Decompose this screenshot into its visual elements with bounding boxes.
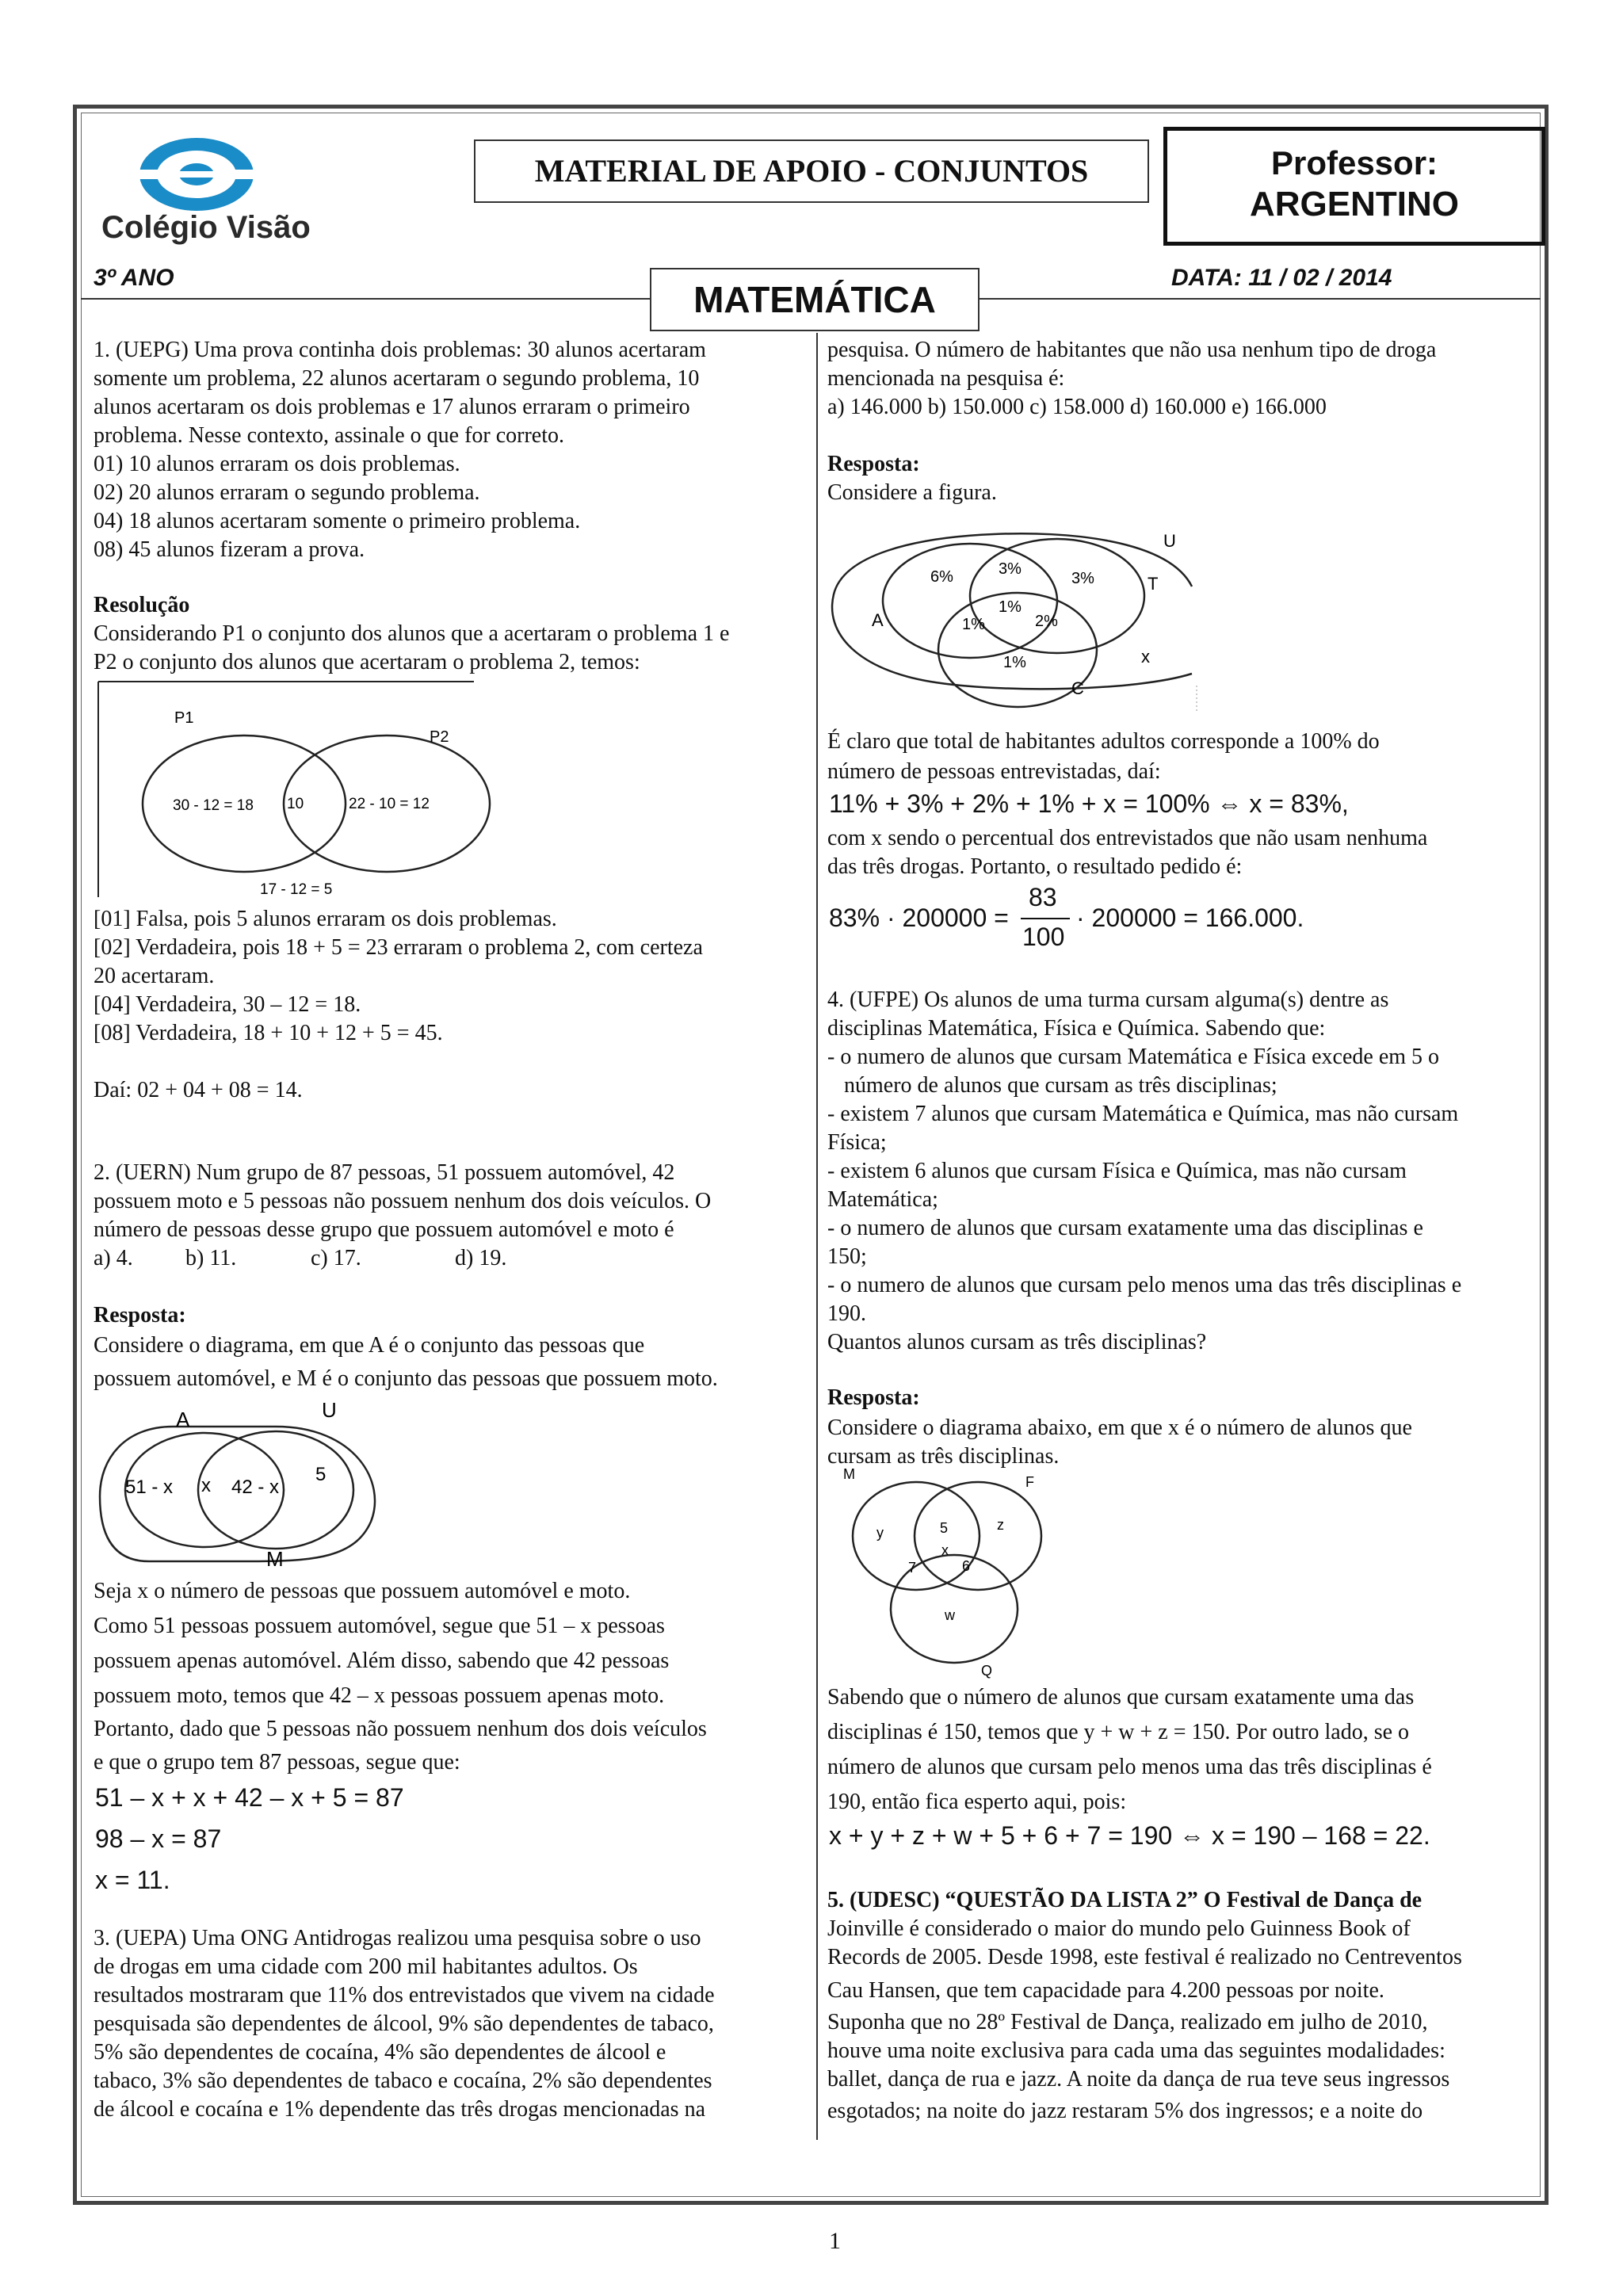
diag2-m-label: M: [266, 1547, 284, 1569]
professor-box: [1163, 127, 1545, 246]
q2-line-1: 2. (UERN) Num grupo de 87 pessoas, 51 possuem automóvel, 42: [94, 1160, 675, 1185]
q2-response-line-1: Considere o diagrama, em que A é o conjunto das pessoas que: [94, 1333, 645, 1358]
professor-label: Professor:: [1270, 144, 1438, 181]
q3-equation-2-left: 83% · 200000 =: [829, 904, 1009, 932]
q1-line-4: problema. Nesse contexto, assinale o que for correto.: [94, 423, 565, 448]
diag2-middle-region: x: [201, 1475, 211, 1496]
school-logo-icon: [133, 135, 260, 214]
diag3-c-only: 1%: [1003, 654, 1026, 671]
diag1-right-region: 22 - 10 = 12: [349, 796, 430, 812]
q4-line-9: - o numero de alunos que cursam exatamente uma das disciplinas e: [827, 1216, 1423, 1240]
diag1-outside-region: 17 - 12 = 5: [260, 881, 333, 898]
q1-answer-04: [04] Verdadeira, 30 – 12 = 18.: [94, 992, 361, 1017]
diag3-t-only: 3%: [1071, 570, 1094, 587]
diag4-z: z: [997, 1517, 1004, 1533]
q5-line-7: ballet, dança de rua e jazz. A noite da dança de rua teve seus ingressos: [827, 2067, 1450, 2092]
diag2-right-region: 42 - x: [231, 1477, 280, 1498]
q1-answer-01: [01] Falsa, pois 5 alunos erraram os dois problemas.: [94, 907, 557, 931]
q3-cont-line-2: mencionada na pesquisa é:: [827, 366, 1065, 391]
q1-resolution-line-1: Considerando P1 o conjunto dos alunos que a acertaram o problema 1 e: [94, 621, 730, 646]
q3-line-1: 3. (UEPA) Uma ONG Antidrogas realizou uma pesquisa sobre o uso: [94, 1926, 701, 1950]
q4-response-title: Resposta:: [827, 1385, 920, 1410]
q2-option-d: d) 19.: [455, 1246, 507, 1270]
q4-line-4: número de alunos que cursam as três disciplinas;: [827, 1073, 1277, 1098]
diag4-x: x: [941, 1542, 949, 1558]
q4-text-3: número de alunos que cursam pelo menos uma das três disciplinas é: [827, 1755, 1432, 1779]
q2-option-b: b) 11.: [185, 1246, 237, 1270]
q4-line-11: - o numero de alunos que cursam pelo menos uma das três disciplinas e: [827, 1273, 1462, 1297]
column-divider: [816, 333, 818, 2140]
q5-line-1: 5. (UDESC) “QUESTÃO DA LISTA 2” O Festival de Dança de: [827, 1888, 1423, 1912]
q5-line-5: Suponha que no 28º Festival de Dança, realizado em julho de 2010,: [827, 2010, 1428, 2034]
q2-text-3: possuem apenas automóvel. Além disso, sabendo que 42 pessoas: [94, 1648, 670, 1673]
q4-equation: x + y + z + w + 5 + 6 + 7 = 190 ⇔ x = 190 – 168 = 22.: [829, 1821, 1430, 1850]
q2-text-4: possuem moto, temos que 42 – x pessoas possuem apenas moto.: [94, 1683, 665, 1708]
q5-line-6: houve uma noite exclusiva para cada uma das seguintes modalidades:: [827, 2038, 1445, 2063]
q4-response-line-1: Considere o diagrama abaixo, em que x é o número de alunos que: [827, 1415, 1412, 1440]
q1-sum: Daí: 02 + 04 + 08 = 14.: [94, 1078, 303, 1102]
q2-option-a: a) 4.: [94, 1246, 133, 1270]
diag3-a-only: 6%: [930, 568, 953, 586]
q4-text-1: Sabendo que o número de alunos que cursam exatamente uma das: [827, 1685, 1415, 1710]
diag3-tc: 2%: [1035, 613, 1058, 630]
diag4-f-label: F: [1025, 1474, 1034, 1490]
q3-line-7: de álcool e cocaína e 1% dependente das três drogas mencionadas na: [94, 2097, 705, 2122]
q3-options: a) 146.000 b) 150.000 c) 158.000 d) 160.000 e) 166.000: [827, 395, 1327, 419]
q4-line-10: 150;: [827, 1244, 867, 1269]
q3-text-4: das três drogas. Portanto, o resultado pedido é:: [827, 854, 1243, 879]
q2-line-3: número de pessoas desse grupo que possuem automóvel e moto é: [94, 1217, 674, 1242]
document-title: MATERIAL DE APOIO - CONJUNTOS: [474, 139, 1149, 203]
q1-option-08: 08) 45 alunos fizeram a prova.: [94, 537, 365, 562]
q3-line-3: resultados mostraram que 11% dos entrevistados que vivem na cidade: [94, 1983, 715, 2008]
q3-line-2: de drogas em uma cidade com 200 mil habitantes adultos. Os: [94, 1954, 638, 1979]
q4-line-12: 190.: [827, 1301, 866, 1326]
q3-equation-2-right: · 200000 = 166.000.: [1076, 904, 1304, 932]
q4-text-4: 190, então fica esperto aqui, pois:: [827, 1790, 1127, 1814]
q2-text-1: Seja x o número de pessoas que possuem automóvel e moto.: [94, 1579, 631, 1603]
q5-line-3: Records de 2005. Desde 1998, este festival é realizado no Centreventos: [827, 1945, 1462, 1969]
diag3-at: 3%: [999, 560, 1022, 578]
q4-line-2: disciplinas Matemática, Física e Química. Sabendo que:: [827, 1016, 1326, 1041]
diag2-left-region: 51 - x: [125, 1477, 174, 1498]
venn-diagram-vehicles: [94, 1403, 411, 1569]
diag4-w: w: [945, 1607, 955, 1623]
q3-line-4: pesquisada são dependentes de álcool, 9% são dependentes de tabaco,: [94, 2011, 714, 2036]
diag3-t-label: T: [1148, 574, 1159, 594]
diag4-m-label: M: [843, 1466, 855, 1482]
q2-text-2: Como 51 pessoas possuem automóvel, segue que 51 – x pessoas: [94, 1614, 665, 1638]
diag2-u-label: U: [322, 1403, 337, 1422]
q3-line-5: 5% são dependentes de cocaína, 4% são dependentes de álcool e: [94, 2040, 666, 2065]
q3-cont-line-1: pesquisa. O número de habitantes que não usa nenhum tipo de droga: [827, 338, 1437, 362]
diag4-seven: 7: [908, 1560, 917, 1576]
q2-text-5: Portanto, dado que 5 pessoas não possuem nenhum dos dois veículos: [94, 1717, 707, 1741]
q4-line-8: Matemática;: [827, 1187, 938, 1212]
q3-line-6: tabaco, 3% são dependentes de tabaco e cocaína, 2% são dependentes: [94, 2069, 712, 2093]
q4-response-line-2: cursam as três disciplinas.: [827, 1444, 1060, 1469]
q2-equation-2: 98 – x = 87: [95, 1824, 222, 1853]
page-number: 1: [829, 2228, 841, 2254]
diag3-ac: 1%: [962, 616, 985, 633]
q4-line-1: 4. (UFPE) Os alunos de uma turma cursam alguma(s) dentre as: [827, 988, 1389, 1012]
q3-text-1: É claro que total de habitantes adultos corresponde a 100% do: [827, 729, 1380, 754]
q2-line-2: possuem moto e 5 pessoas não possuem nenhum dos dois veículos. O: [94, 1189, 712, 1213]
q1-line-2: somente um problema, 22 alunos acertaram o segundo problema, 10: [94, 366, 700, 391]
q4-text-2: disciplinas é 150, temos que y + w + z = 150. Por outro lado, se o: [827, 1720, 1410, 1744]
diag1-left-region: 30 - 12 = 18: [173, 797, 254, 814]
diag1-middle-region: 10: [287, 796, 304, 812]
q1-option-01: 01) 10 alunos erraram os dois problemas.: [94, 452, 460, 476]
q4-line-5: - existem 7 alunos que cursam Matemática e Química, mas não cursam: [827, 1102, 1459, 1126]
q2-response-line-2: possuem automóvel, e M é o conjunto das pessoas que possuem moto.: [94, 1366, 718, 1391]
q2-text-6: e que o grupo tem 87 pessoas, segue que:: [94, 1750, 460, 1775]
venn-diagram-drugs: [827, 523, 1208, 713]
q3-equation-2-numerator: 83: [1029, 883, 1057, 911]
q1-answer-08: [08] Verdadeira, 18 + 10 + 12 + 5 = 45.: [94, 1021, 443, 1045]
venn-diagram-subjects: [827, 1466, 1065, 1680]
diag3-center: 1%: [999, 598, 1022, 616]
q3-text-3: com x sendo o percentual dos entrevistados que não usam nenhuma: [827, 826, 1428, 850]
grade-label: 3º ANO: [94, 265, 174, 291]
q2-equation-1: 51 – x + x + 42 – x + 5 = 87: [95, 1783, 404, 1812]
diag1-p2-label: P2: [430, 728, 449, 746]
q3-equation-2-denominator: 100: [1022, 923, 1065, 951]
q3-equation-1: 11% + 3% + 2% + 1% + x = 100% ⇔ x = 83%,: [829, 789, 1349, 818]
diag3-u-label: U: [1163, 531, 1176, 551]
venn-diagram-problems: [94, 678, 569, 900]
q1-resolution-title: Resolução: [94, 593, 190, 617]
subject-title: MATEMÁTICA: [650, 268, 980, 331]
diag3-c-label: C: [1071, 678, 1084, 698]
diag4-q-label: Q: [981, 1663, 993, 1679]
fraction-bar: [1021, 918, 1070, 919]
q3-response-line: Considere a figura.: [827, 480, 997, 505]
q4-line-3: - o numero de alunos que cursam Matemática e Física excede em 5 o: [827, 1045, 1440, 1069]
professor-name: ARGENTINO: [1250, 185, 1459, 223]
q1-option-02: 02) 20 alunos erraram o segundo problema.: [94, 480, 480, 505]
q2-equation-3: x = 11.: [95, 1866, 170, 1894]
q4-line-7: - existem 6 alunos que cursam Física e Química, mas não cursam: [827, 1159, 1407, 1183]
diag4-five: 5: [940, 1520, 949, 1536]
q4-line-6: Física;: [827, 1130, 887, 1155]
q5-line-8: esgotados; na noite do jazz restaram 5% dos ingressos; e a noite do: [827, 2099, 1423, 2123]
q1-answer-02: [02] Verdadeira, pois 18 + 5 = 23 erraram o problema 2, com certeza: [94, 935, 703, 960]
diag1-p1-label: P1: [174, 709, 194, 727]
q3-response-title: Resposta:: [827, 452, 920, 476]
date-label: DATA: 11 / 02 / 2014: [1171, 265, 1392, 291]
diag3-a-label: A: [872, 610, 884, 630]
q1-answer-02-cont: 20 acertaram.: [94, 964, 215, 988]
diag4-y: y: [876, 1525, 884, 1541]
diag2-outside-region: 5: [315, 1464, 327, 1485]
q5-line-2: Joinville é considerado o maior do mundo pelo Guinness Book of: [827, 1916, 1411, 1941]
q5-line-4: Cau Hansen, que tem capacidade para 4.200 pessoas por noite.: [827, 1978, 1384, 2003]
q1-line-3: alunos acertaram os dois problemas e 17 alunos erraram o primeiro: [94, 395, 690, 419]
diag2-a-label: A: [176, 1408, 190, 1431]
diag4-six: 6: [962, 1558, 971, 1574]
diag3-outside-region: x: [1141, 647, 1150, 667]
school-name: Colégio Visão: [101, 210, 311, 245]
q1-option-04: 04) 18 alunos acertaram somente o primeiro problema.: [94, 509, 581, 533]
q2-response-title: Resposta:: [94, 1303, 186, 1328]
q2-option-c: c) 17.: [311, 1246, 361, 1270]
q4-line-13: Quantos alunos cursam as três disciplinas?: [827, 1330, 1207, 1354]
q1-resolution-line-2: P2 o conjunto dos alunos que acertaram o problema 2, temos:: [94, 650, 640, 674]
q3-text-2: número de pessoas entrevistadas, daí:: [827, 759, 1161, 784]
q1-line-1: 1. (UEPG) Uma prova continha dois problemas: 30 alunos acertaram: [94, 338, 706, 362]
